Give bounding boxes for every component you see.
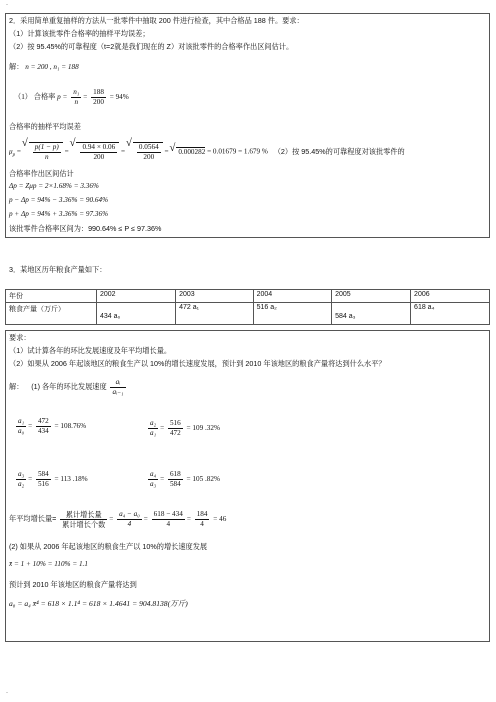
q2-error-formula: $\mu_p$ = √ $\frac{p(1 - p)}{n}$ = √ $\frac{0.94 \times 0.06}{200}$ = √ $\frac{0.0564}{200}$ = √ 0.000282 = 0.01679 = 1.679 % （2）按 95.45%的可靠程度对该批零件的 xyxy=(9,142,405,162)
q3-title: 3．某地区历年粮食产量如下： xyxy=(9,265,107,274)
table-cell: 年份 xyxy=(6,290,97,303)
q3-requirement-2: （2）如果从 2006 年起该地区的粮食生产以 10%的增长速度发展，预计到 2010 年该地区的粮食产量将达到什么水平？ xyxy=(9,359,386,368)
q2-rate-formula: （1） 合格率 p = $\frac{\text{n₁}}{n}$ = $\frac{188}{200}$ = 94% xyxy=(14,88,129,106)
q2-rate-fraction-2: $\frac{188}{200}$ xyxy=(93,88,104,106)
q3-requirement-1: （1）试计算各年的环比发展速度及年平均增长量。 xyxy=(9,346,172,355)
page-corner-mark-bottom: - xyxy=(6,690,8,696)
table-row xyxy=(6,303,490,325)
table-cell: 2002 xyxy=(97,290,176,303)
table-cell: 2004 xyxy=(253,290,332,303)
q2-error-title: 合格率的抽样平均误差 xyxy=(9,122,81,131)
page-corner-mark-top: - xyxy=(6,2,8,8)
table-cell: 584 a₃ xyxy=(332,303,411,325)
q2-part1-label: （1） xyxy=(14,93,32,102)
q2-given xyxy=(9,62,79,72)
q3-ratio-3: $\frac{\text{a₃}}{\text{a₂}}$ = $\frac{584}{516}$ = 113 .18% xyxy=(18,470,88,488)
q2-root-4: √ 0.000282 xyxy=(176,147,205,157)
table-cell: 618 a₄ xyxy=(411,303,490,325)
table-cell: 粮食产量（万斤） xyxy=(6,303,97,325)
q2-requirement-1: （1）计算该批零件合格率的抽样平均误差； xyxy=(9,29,150,38)
q3-ratio-1: $\frac{\text{a₁}}{\text{a₀}}$ = $\frac{472}{434}$ = 108.76% xyxy=(18,417,87,435)
q2-root-3: √ $\frac{0.0564}{200}$ xyxy=(133,142,163,162)
q2-delta-line: Δp = Zμp = 2×1.68% = 3.36% xyxy=(9,182,99,190)
q2-title: 2．采用简单重复抽样的方法从一批零件中抽取 200 件进行检查，其中合格品 188 件。要求： xyxy=(9,16,304,25)
q2-lower-bound-line: p − Δp = 94% − 3.36% = 90.64% xyxy=(9,196,109,204)
table-cell: 472 a₁ xyxy=(176,303,254,325)
q2-given-values: n = 200 , n₁ = 188 xyxy=(25,63,79,71)
q2-solve-prefix: 解： xyxy=(9,62,24,71)
q2-rate-result: = 94% xyxy=(109,93,129,102)
q2-mu-result: = 0.01679 = 1.679 % xyxy=(207,147,268,156)
q2-rate-label: 合格率 xyxy=(33,92,56,102)
q2-interval-title: 合格率作出区间估计 xyxy=(9,169,74,178)
q3-ratio-definition: $\frac{\text{aᵢ}}{\text{aᵢ₋₁}}$ xyxy=(112,378,124,396)
q2-root-2: √ $\frac{0.94 \times 0.06}{200}$ xyxy=(76,142,119,162)
table-cell: 2006 xyxy=(411,290,490,303)
table-cell: 2003 xyxy=(176,290,254,303)
q3-average-growth: 年平均增长量= $\frac{\text{累计增长量}}{\text{累计增长个数}}$ = $\frac{\text{a₄ − a₀}}{4}$ = $\frac{618 - 434}{4}$ = $\frac{184}{4}$ = 46 xyxy=(9,510,227,529)
q3-requirement-title: 要求： xyxy=(9,333,31,342)
q3-forecast-line: a₈ = a₄ x̄⁴ = 618 × 1.1⁴ = 618 × 1.4641 = 904.8138(万斤) xyxy=(9,599,188,608)
q3-forecast-title: 预计到 2010 年该地区的粮食产量将达到 xyxy=(9,580,137,589)
q2-mu-symbol: μ xyxy=(9,147,13,156)
q2-rate-fraction-1: $\frac{\text{n₁}}{n}$ xyxy=(73,88,80,106)
table-cell: 2005 xyxy=(332,290,411,303)
q2-rate-lhs: p = xyxy=(57,93,68,102)
table-cell: 516 a₂ xyxy=(253,303,332,325)
q3-xbar-line: x̄ = 1 + 10% = 110% = 1.1 xyxy=(9,560,88,568)
q2-root-1: √ $\frac{p(1 - p)}{n}$ xyxy=(29,142,63,162)
q3-ratio-2: $\frac{\text{a₂}}{\text{a₁}}$ = $\frac{516}{472}$ = 109 .32% xyxy=(150,419,220,437)
q2-conclusion: 该批零件合格率区间为：990.64% ≤ P ≤ 97.36% xyxy=(9,224,162,233)
q2-upper-bound-line: p + Δp = 94% + 3.36% = 97.36% xyxy=(9,210,109,218)
q3-part2-line: (2) 如果从 2006 年起该地区的粮食生产以 10%的增长速度发展 xyxy=(9,542,208,551)
table-cell: 434 a₀ xyxy=(97,303,176,325)
q3-part1-line: 解： (1) 各年的环比发展速度 $\frac{\text{aᵢ}}{\text{aᵢ₋₁}}$ xyxy=(9,378,124,396)
q2-part2-inline: （2）按 95.45%的可靠程度对该批零件的 xyxy=(273,146,405,156)
q3-ratio-4: $\frac{\text{a₄}}{\text{a₃}}$ = $\frac{618}{584}$ = 105 .82% xyxy=(150,470,220,488)
q2-requirement-2: （2）按 95.45%的可靠程度（t=2就是我们现在的 Z）对该批零件的合格率作出区间估计。 xyxy=(9,42,294,51)
table-header-row xyxy=(6,290,490,303)
q3-data-table xyxy=(5,289,490,325)
